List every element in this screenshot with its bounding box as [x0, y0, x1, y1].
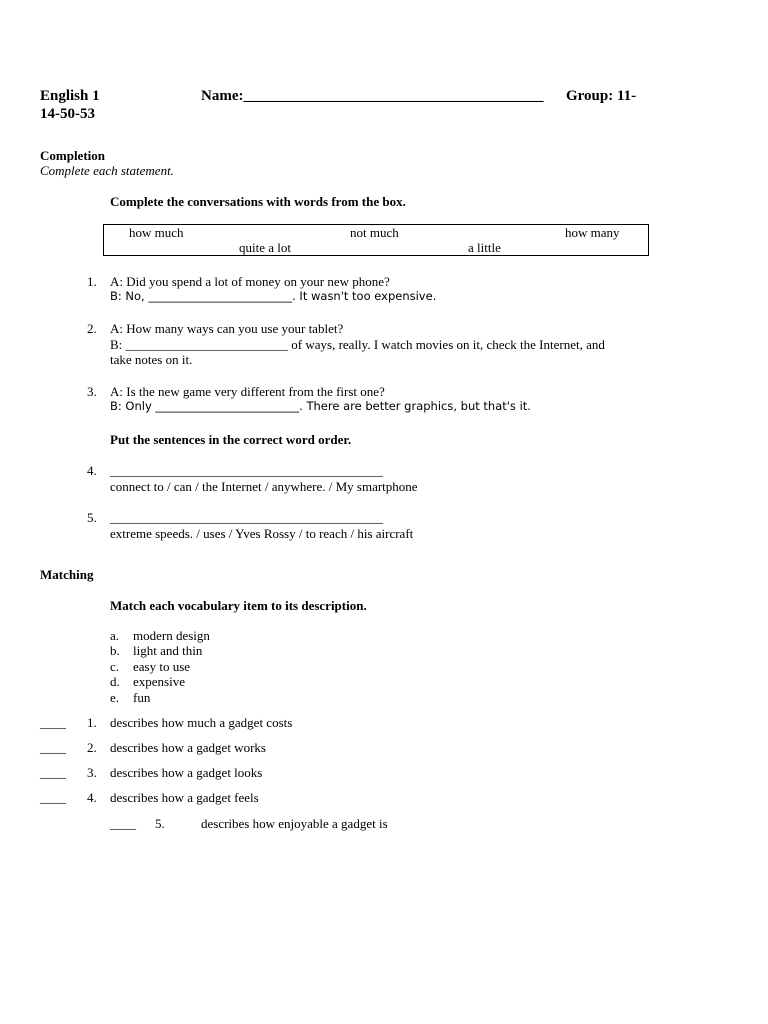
- word-box: [103, 224, 649, 256]
- word-box-item: a little: [468, 240, 501, 255]
- matching-heading: Matching: [40, 567, 94, 582]
- dialogue-line-c: take notes on it.: [110, 352, 193, 367]
- question-text: describes how a gadget works: [110, 740, 266, 755]
- answer-blank: ____: [40, 765, 66, 780]
- scrambled-words: extreme speeds. / uses / Yves Rossy / to reach / his aircraft: [110, 526, 414, 541]
- question-number: 3.: [87, 765, 97, 780]
- option-text: fun: [133, 690, 151, 705]
- group-number: 14-50-53: [40, 106, 95, 122]
- question-number: 5.: [155, 816, 165, 831]
- option-text: expensive: [133, 674, 185, 689]
- order-instruction: Put the sentences in the correct word order.: [110, 432, 352, 447]
- answer-blank: ____: [40, 790, 66, 805]
- dialogue-line-b: B: No, _________________________. It wasn't too expensive.: [110, 289, 437, 303]
- option-text: light and thin: [133, 643, 203, 658]
- dialogue-line-a: A: How many ways can you use your tablet?: [110, 321, 344, 336]
- dialogue-line-a: A: Is the new game very different from the first one?: [110, 384, 385, 399]
- option-text: easy to use: [133, 659, 191, 674]
- completion-heading: Completion: [40, 148, 105, 163]
- dialogue-line-b: B: Only _________________________. There are better graphics, but that's it.: [110, 399, 531, 413]
- question-number: 2.: [87, 740, 97, 755]
- completion-instruction: Complete the conversations with words from the box.: [110, 194, 406, 209]
- answer-blank: ____: [40, 740, 66, 755]
- item-number: 4.: [87, 463, 97, 478]
- item-number: 2.: [87, 321, 97, 336]
- option-letter: c.: [110, 659, 120, 674]
- answer-blank: ____: [110, 816, 136, 831]
- group-label: Group: 11-: [566, 88, 637, 104]
- question-number: 1.: [87, 715, 97, 730]
- option-letter: d.: [110, 674, 120, 689]
- item-number: 5.: [87, 510, 97, 525]
- option-letter: e.: [110, 690, 120, 705]
- course-title: English 1: [40, 88, 100, 104]
- answer-blank: __________________________________________: [110, 463, 383, 478]
- completion-subheading: Complete each statement.: [40, 163, 174, 178]
- dialogue-line-b: B: _________________________ of ways, really. I watch movies on it, check the Internet, and: [110, 337, 605, 352]
- option-text: modern design: [133, 628, 210, 643]
- name-field-label: Name:________________________________________: [201, 88, 544, 104]
- answer-blank: __________________________________________: [110, 510, 383, 525]
- question-text: describes how a gadget feels: [110, 790, 259, 805]
- word-box-item: quite a lot: [239, 240, 291, 255]
- item-number: 1.: [87, 274, 97, 289]
- scrambled-words: connect to / can / the Internet / anywhere. / My smartphone: [110, 479, 418, 494]
- question-text: describes how enjoyable a gadget is: [201, 816, 388, 831]
- answer-blank: ____: [40, 715, 66, 730]
- dialogue-line-a: A: Did you spend a lot of money on your new phone?: [110, 274, 390, 289]
- question-text: describes how a gadget looks: [110, 765, 263, 780]
- matching-instruction: Match each vocabulary item to its description.: [110, 598, 367, 613]
- word-box-item: how much: [129, 225, 184, 240]
- item-number: 3.: [87, 384, 97, 399]
- question-text: describes how much a gadget costs: [110, 715, 293, 730]
- word-box-item: how many: [565, 225, 620, 240]
- option-letter: a.: [110, 628, 120, 643]
- option-letter: b.: [110, 643, 120, 658]
- question-number: 4.: [87, 790, 97, 805]
- word-box-item: not much: [350, 225, 399, 240]
